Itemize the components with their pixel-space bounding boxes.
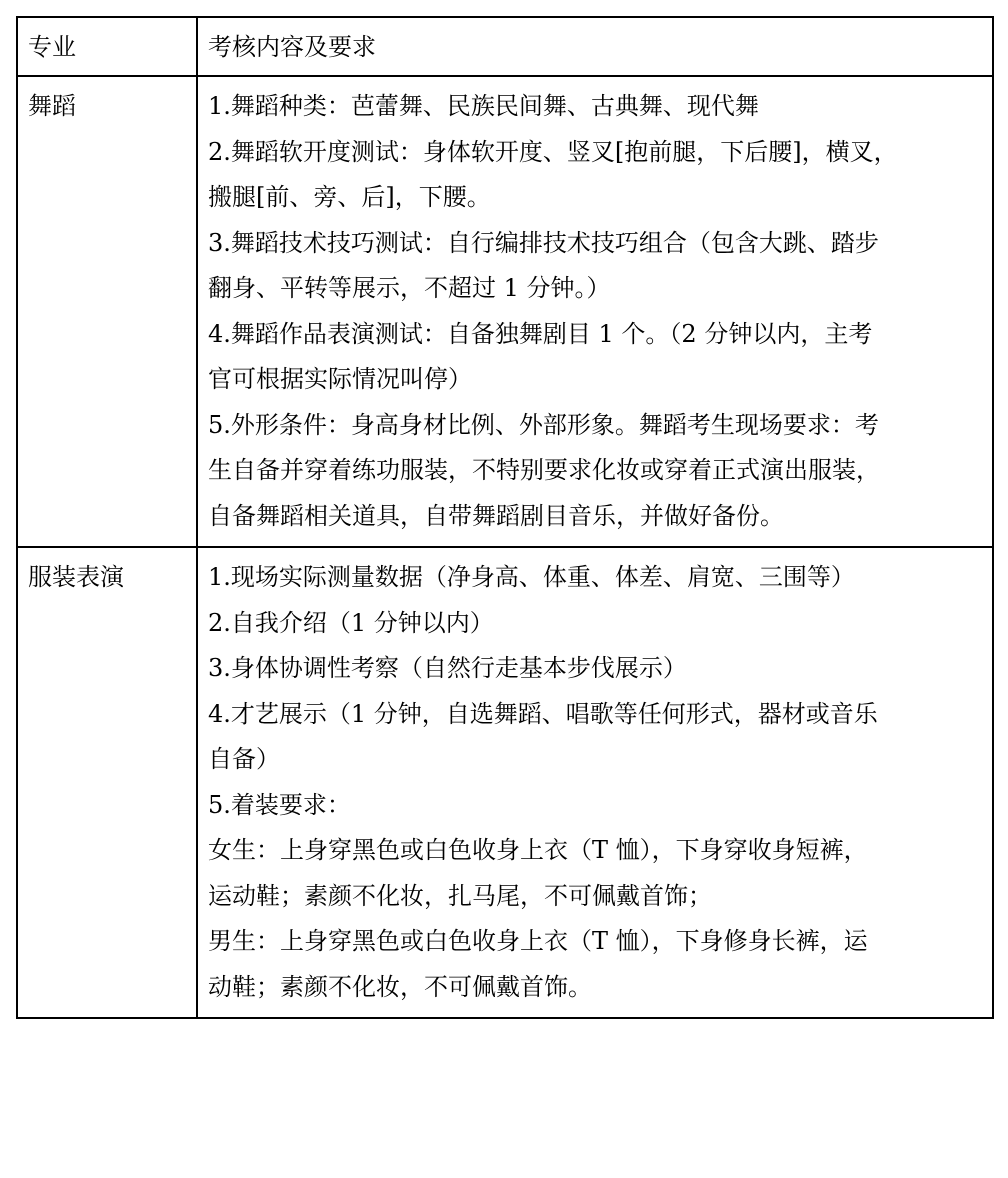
content-line: 男生：上身穿黑色或白色收身上衣（T 恤），下身修身长裤，运	[208, 927, 868, 955]
content-line: 4.舞蹈作品表演测试：自备独舞剧目 1 个。（2 分钟以内，主考	[208, 319, 873, 348]
major-label-dance: 舞蹈	[28, 92, 76, 120]
header-major-label: 专业	[28, 33, 76, 61]
major-cell-dance	[17, 76, 197, 547]
content-line: 搬腿[前、旁、后]，下腰。	[208, 183, 491, 211]
content-line: 2.舞蹈软开度测试：身体软开度、竖叉[抱前腿，下后腰]，横叉，	[208, 137, 898, 166]
content-line: 运动鞋；素颜不化妆，扎马尾，不可佩戴首饰；	[208, 881, 712, 910]
content-line: 1.舞蹈种类：芭蕾舞、民族民间舞、古典舞、现代舞	[208, 92, 759, 120]
content-cell-dance	[197, 76, 993, 547]
table-row-fashion-show	[17, 547, 993, 1018]
major-cell-fashion-show	[17, 547, 197, 1018]
content-line: 5.外形条件：身高身材比例、外部形象。舞蹈考生现场要求：考	[208, 410, 879, 439]
content-line: 动鞋；素颜不化妆，不可佩戴首饰。	[208, 972, 592, 1001]
content-line: 女生：上身穿黑色或白色收身上衣（T 恤），下身穿收身短裤，	[208, 836, 868, 864]
content-line: 3.舞蹈技术技巧测试：自行编排技术技巧组合（包含大跳、踏步	[208, 228, 879, 257]
content-line: 1.现场实际测量数据（净身高、体重、体差、肩宽、三围等）	[208, 563, 855, 591]
table-header-row	[17, 17, 993, 76]
content-line: 生自备并穿着练功服装，不特别要求化妆或穿着正式演出服装，	[208, 456, 880, 484]
major-label-fashion-show: 服装表演	[28, 563, 124, 591]
content-line: 自备舞蹈相关道具，自带舞蹈剧目音乐，并做好备份。	[208, 501, 784, 530]
content-line: 自备）	[208, 745, 280, 773]
exam-requirements-table	[16, 16, 994, 1019]
content-line: 3.身体协调性考察（自然行走基本步伐展示）	[208, 654, 687, 682]
content-line: 翻身、平转等展示，不超过 1 分钟。）	[208, 274, 611, 302]
table-row-dance	[17, 76, 993, 547]
content-line: 5.着装要求：	[208, 790, 351, 819]
content-line: 官可根据实际情况叫停）	[208, 365, 472, 393]
header-major-cell	[17, 17, 197, 76]
content-line: 4.才艺展示（1 分钟，自选舞蹈、唱歌等任何形式，器材或音乐	[208, 699, 878, 728]
content-line: 2.自我介绍（1 分钟以内）	[208, 608, 494, 637]
header-content-cell	[197, 17, 993, 76]
header-content-label: 考核内容及要求	[208, 33, 376, 61]
content-cell-fashion-show	[197, 547, 993, 1018]
